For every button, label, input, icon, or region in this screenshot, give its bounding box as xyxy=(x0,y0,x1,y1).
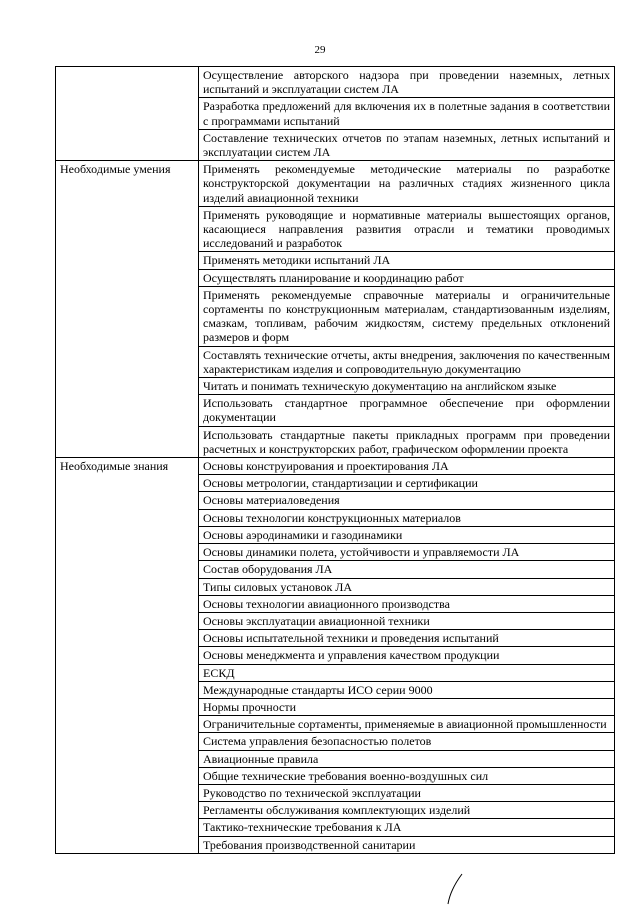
list-item: ЕСКД xyxy=(199,664,615,681)
qualification-table-body xyxy=(56,67,615,854)
list-item: Основы материаловедения xyxy=(199,492,615,509)
signature-mark xyxy=(440,872,480,905)
list-item: Применять методики испытаний ЛА xyxy=(199,252,615,269)
list-item: Осуществлять планирование и координацию работ xyxy=(199,269,615,286)
section-label: Необходимые умения xyxy=(56,161,199,458)
list-item: Основы технологии конструкционных материалов xyxy=(199,509,615,526)
table-row xyxy=(56,67,615,98)
list-item: Основы менеджмента и управления качеством продукции xyxy=(199,647,615,664)
list-item: Требования производственной санитарии xyxy=(199,836,615,853)
list-item: Составлять технические отчеты, акты внедрения, заключения по качественным характеристикам изделия и сопроводительную документацию xyxy=(199,346,615,377)
table-row xyxy=(56,161,615,207)
list-item: Авиационные правила xyxy=(199,750,615,767)
list-item: Система управления безопасностью полетов xyxy=(199,733,615,750)
section-label: Необходимые знания xyxy=(56,458,199,854)
list-item: Разработка предложений для включения их в полетные задания в соответствии с программами испытаний xyxy=(199,98,615,129)
list-item: Осуществление авторского надзора при проведении наземных, летных испытаний и эксплуатации систем ЛА xyxy=(199,67,615,98)
list-item: Применять руководящие и нормативные материалы вышестоящих органов, касающиеся направления развития отрасли и тематики проводимых исследований и разработок xyxy=(199,206,615,252)
list-item: Составление технических отчетов по этапам наземных, летных испытаний и эксплуатации систем ЛА xyxy=(199,129,615,160)
list-item: Основы аэродинамики и газодинамики xyxy=(199,526,615,543)
list-item: Читать и понимать техническую документацию на английском языке xyxy=(199,378,615,395)
list-item: Типы силовых установок ЛА xyxy=(199,578,615,595)
list-item: Международные стандарты ИСО серии 9000 xyxy=(199,681,615,698)
list-item: Руководство по технической эксплуатации xyxy=(199,784,615,801)
qualification-table xyxy=(55,66,615,854)
list-item: Основы метрологии, стандартизации и сертификации xyxy=(199,475,615,492)
page-number: 29 xyxy=(314,44,326,56)
list-item: Основы испытательной техники и проведения испытаний xyxy=(199,630,615,647)
list-item: Использовать стандартные пакеты прикладных программ при проведении расчетных и конструкторских работ, графическом оформлении проекта xyxy=(199,426,615,457)
list-item: Основы конструирования и проектирования ЛА xyxy=(199,458,615,475)
list-item: Основы динамики полета, устойчивости и управляемости ЛА xyxy=(199,544,615,561)
table-row xyxy=(56,458,615,475)
list-item: Нормы прочности xyxy=(199,698,615,715)
list-item: Использовать стандартное программное обеспечение при оформлении документации xyxy=(199,395,615,426)
list-item: Регламенты обслуживания комплектующих изделий xyxy=(199,802,615,819)
list-item: Применять рекомендуемые справочные материалы и ограничительные сортаменты по конструкционным материалам, стандартизованным изделиям, смазкам, топливам, рабочим жидкостям, систему предельных отклонений размеров и форм xyxy=(199,286,615,346)
list-item: Состав оборудования ЛА xyxy=(199,561,615,578)
list-item: Применять рекомендуемые методические материалы по разработке конструкторской документации на различных стадиях жизненного цикла изделий авиационной техники xyxy=(199,161,615,207)
list-item: Общие технические требования военно-воздушных сил xyxy=(199,767,615,784)
list-item: Основы технологии авиационного производства xyxy=(199,595,615,612)
section-label xyxy=(56,67,199,161)
list-item: Ограничительные сортаменты, применяемые в авиационной промышленности xyxy=(199,716,615,733)
list-item: Тактико-технические требования к ЛА xyxy=(199,819,615,836)
list-item: Основы эксплуатации авиационной техники xyxy=(199,612,615,629)
